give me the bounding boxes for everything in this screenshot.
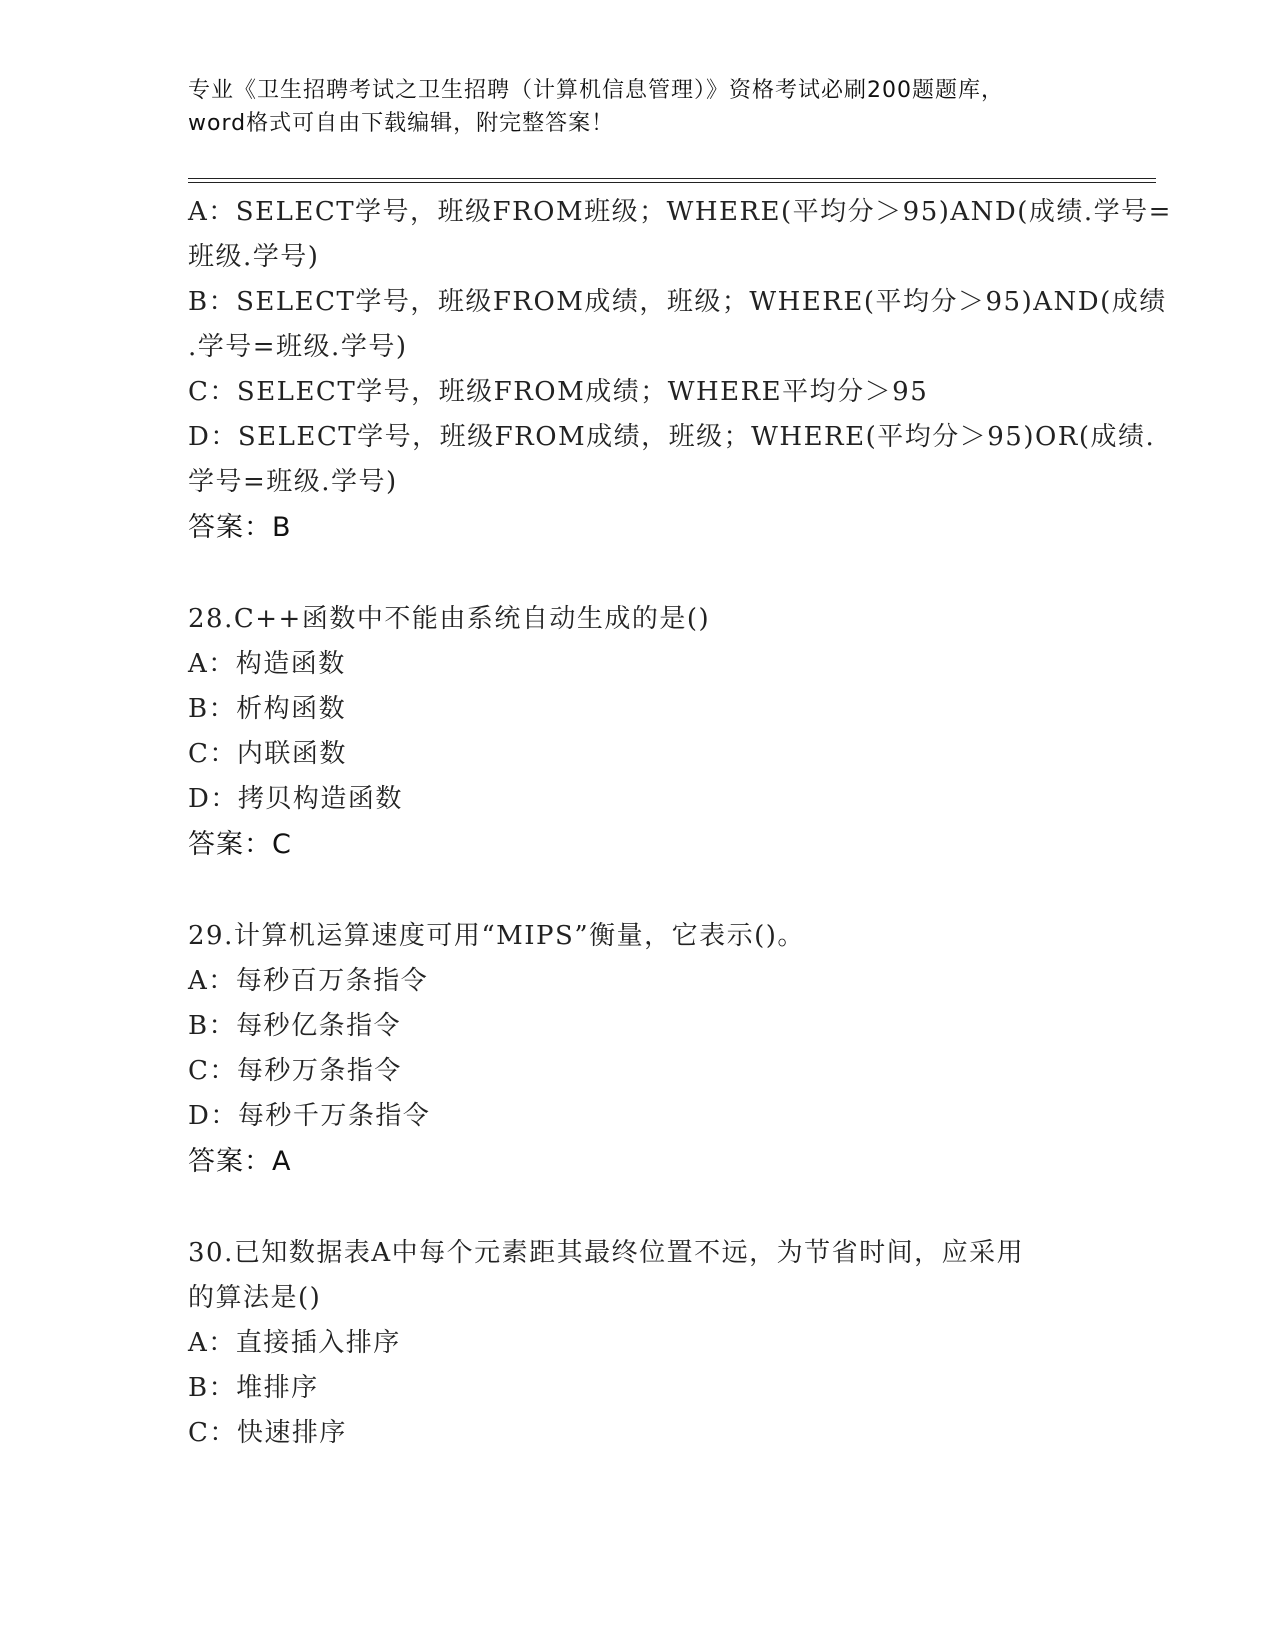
option-a: A：构造函数 bbox=[188, 649, 346, 679]
option-d-line-1: D：SELECT学号，班级FROM成绩，班级；WHERE(平均分＞95)OR(成绩. bbox=[188, 422, 1156, 452]
option-d: D：拷贝构造函数 bbox=[188, 784, 403, 814]
answer: 答案：C bbox=[188, 829, 292, 860]
option-d: D：每秒千万条指令 bbox=[188, 1101, 431, 1131]
option-c: C：SELECT学号，班级FROM成绩；WHERE平均分＞95 bbox=[188, 377, 929, 407]
option-b: B：每秒亿条指令 bbox=[188, 1011, 402, 1041]
option-b-line-2: .学号=班级.学号) bbox=[188, 332, 408, 362]
option-c: C：快速排序 bbox=[188, 1418, 347, 1448]
question-list bbox=[188, 190, 1172, 1456]
document-header bbox=[188, 74, 1088, 140]
header-title-line-1: 专业《卫生招聘考试之卫生招聘（计算机信息管理）》资格考试必刷200题题库， bbox=[188, 78, 1004, 103]
question-stem-line-2: 的算法是() bbox=[188, 1283, 322, 1313]
option-b-line-1: B：SELECT学号，班级FROM成绩，班级；WHERE(平均分＞95)AND(成绩 bbox=[188, 287, 1167, 317]
option-a: A：直接插入排序 bbox=[188, 1328, 401, 1358]
spacer bbox=[188, 867, 1088, 914]
question-29 bbox=[188, 914, 1088, 1184]
option-a-line-1: A：SELECT学号，班级FROM班级；WHERE(平均分＞95)AND(成绩.学号= bbox=[188, 197, 1172, 227]
option-b: B：析构函数 bbox=[188, 694, 347, 724]
header-title-line-2: word格式可自由下载编辑，附完整答案！ bbox=[188, 111, 615, 136]
answer: 答案：A bbox=[188, 1146, 292, 1177]
question-27-tail bbox=[188, 190, 1172, 550]
spacer bbox=[188, 1184, 1088, 1231]
option-d-line-2: 学号=班级.学号) bbox=[188, 467, 398, 497]
question-30 bbox=[188, 1231, 1088, 1456]
spacer bbox=[188, 550, 1088, 597]
option-a-line-2: 班级.学号) bbox=[188, 242, 320, 272]
option-c: C：每秒万条指令 bbox=[188, 1056, 402, 1086]
question-stem: 29.计算机运算速度可用“MIPS”衡量，它表示()。 bbox=[188, 921, 805, 951]
option-a: A：每秒百万条指令 bbox=[188, 966, 429, 996]
option-b: B：堆排序 bbox=[188, 1373, 319, 1403]
option-c: C：内联函数 bbox=[188, 739, 347, 769]
question-28 bbox=[188, 597, 1088, 867]
question-stem: 28.C++函数中不能由系统自动生成的是() bbox=[188, 604, 711, 634]
answer: 答案：B bbox=[188, 512, 292, 543]
header-double-rule bbox=[188, 178, 1156, 183]
question-stem-line-1: 30.已知数据表A中每个元素距其最终位置不远，为节省时间，应采用 bbox=[188, 1238, 1025, 1268]
